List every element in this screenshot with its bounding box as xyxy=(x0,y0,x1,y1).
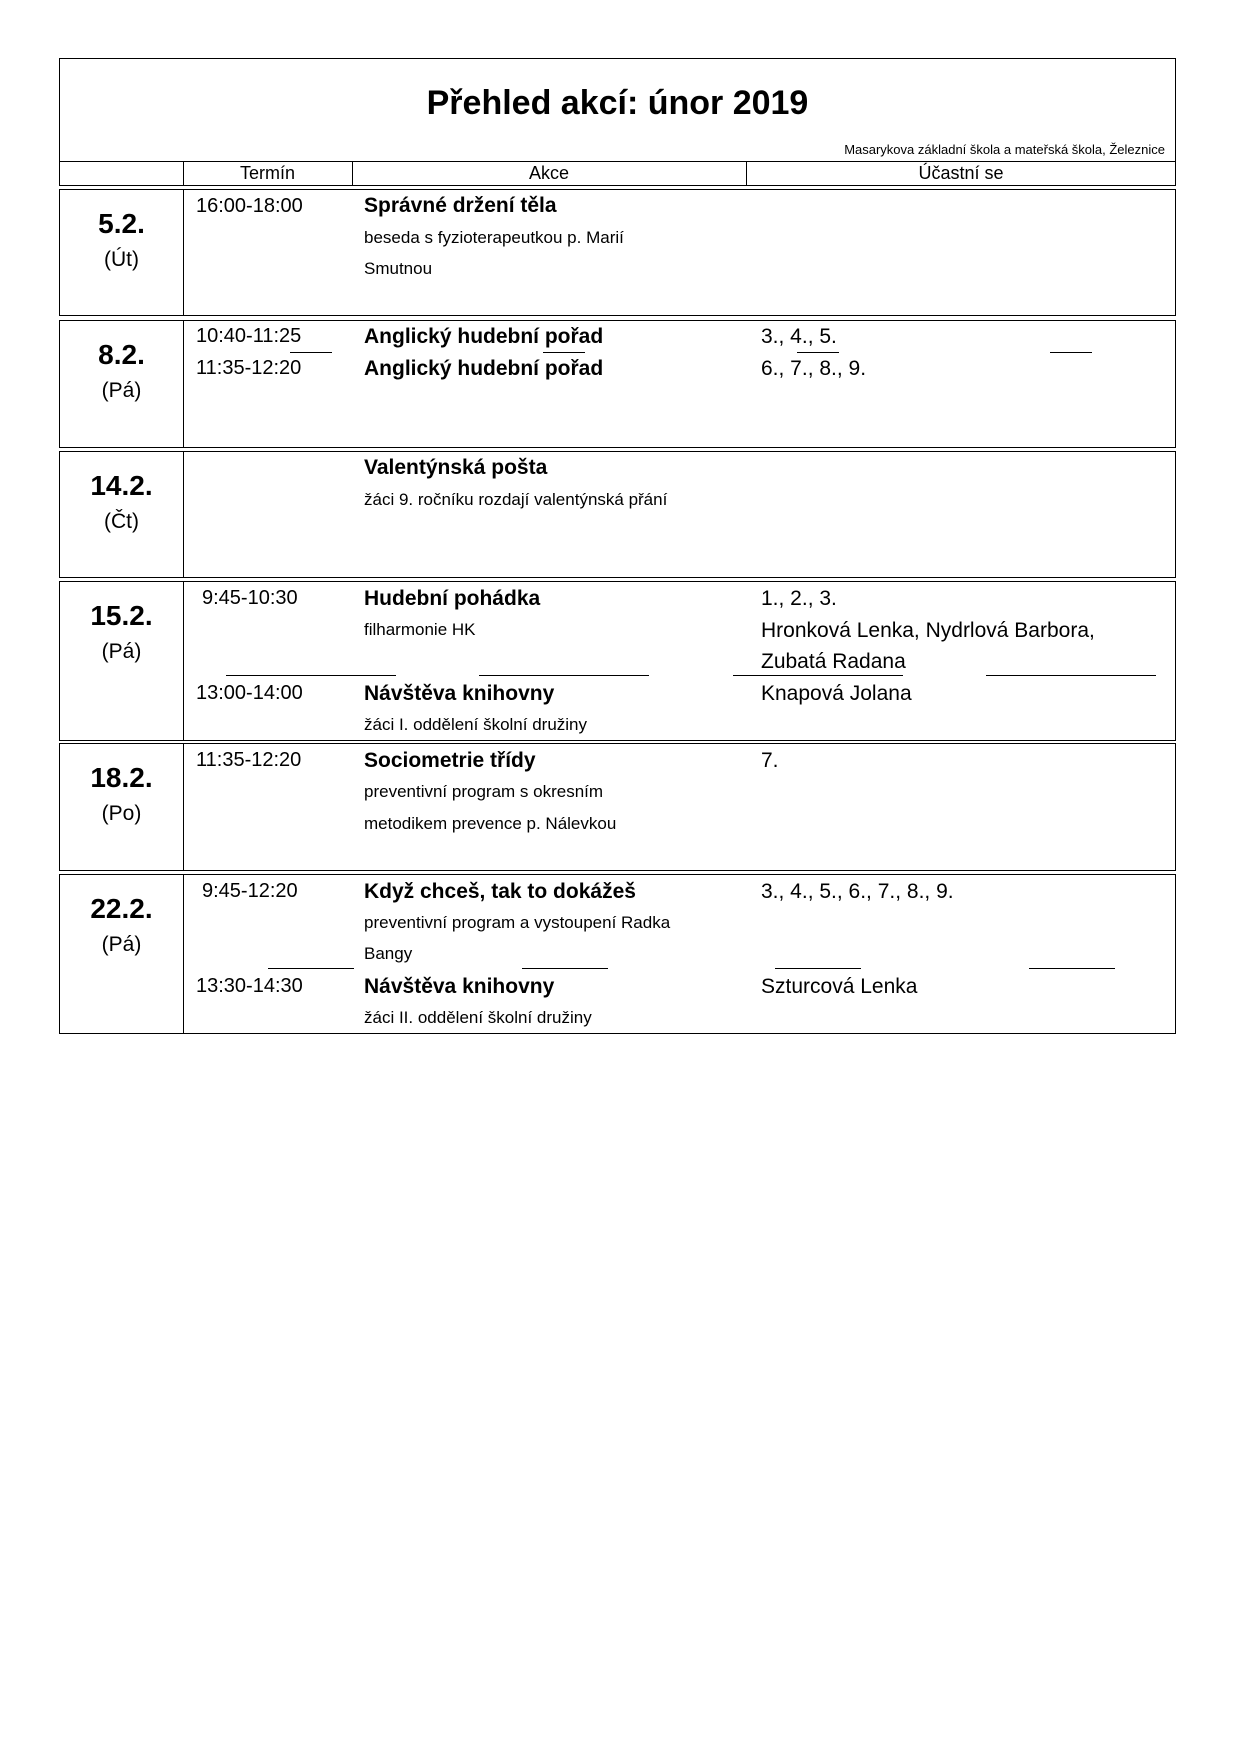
underline-mark xyxy=(1029,968,1115,969)
date-label: 5.2. xyxy=(98,208,145,239)
weekday-label: (Pá) xyxy=(101,379,142,402)
underline-mark xyxy=(733,675,903,676)
date-label: 15.2. xyxy=(90,600,153,631)
event-description: žáci I. oddělení školní družiny xyxy=(364,715,588,734)
weekday-label: (Út) xyxy=(104,248,139,271)
event-description: Smutnou xyxy=(364,259,433,278)
event-description: Bangy xyxy=(364,944,413,963)
event-description: filharmonie HK xyxy=(364,620,476,639)
event-description: žáci 9. ročníku rozdají valentýnská přání xyxy=(364,490,668,509)
event-time: 13:30-14:30 xyxy=(196,975,303,997)
participants: 1., 2., 3. xyxy=(761,587,837,610)
event-title: Hudební pohádka xyxy=(364,587,541,610)
event-title: Anglický hudební pořad xyxy=(364,357,604,380)
underline-mark xyxy=(226,675,396,676)
weekday-label: (Pá) xyxy=(101,933,142,956)
event-description: preventivní program a vystoupení Radka xyxy=(364,913,671,932)
column-header-term: Termín xyxy=(239,163,295,183)
participants: Hronková Lenka, Nydrlová Barbora, xyxy=(761,619,1095,642)
weekday-label: (Pá) xyxy=(101,640,142,663)
column-header-action: Akce xyxy=(528,163,570,183)
event-title: Anglický hudební pořad xyxy=(364,325,604,348)
event-time: 13:00-14:00 xyxy=(196,682,303,704)
event-title: Když chceš, tak to dokážeš xyxy=(364,880,636,903)
event-description: preventivní program s okresním xyxy=(364,782,604,801)
underline-mark xyxy=(797,352,839,353)
underline-mark xyxy=(522,968,608,969)
event-time: 9:45-12:20 xyxy=(202,880,298,902)
date-label: 18.2. xyxy=(90,762,153,793)
event-time: 11:35-12:20 xyxy=(196,749,302,771)
participants: Szturcová Lenka xyxy=(761,975,918,998)
underline-mark xyxy=(268,968,354,969)
event-description: metodikem prevence p. Nálevkou xyxy=(364,814,617,833)
date-label: 22.2. xyxy=(90,893,153,924)
participants: 6., 7., 8., 9. xyxy=(761,357,867,380)
date-label: 14.2. xyxy=(90,470,153,501)
participants: Zubatá Radana xyxy=(761,650,906,673)
event-title: Návštěva knihovny xyxy=(364,975,555,998)
column-header-participants: Účastní se xyxy=(918,163,1004,183)
page-title: Přehled akcí: únor 2019 xyxy=(426,84,809,122)
event-title: Valentýnská pošta xyxy=(364,456,548,479)
event-title: Sociometrie třídy xyxy=(364,749,536,772)
event-time: 11:35-12:20 xyxy=(196,357,302,379)
date-label: 8.2. xyxy=(98,339,145,370)
underline-mark xyxy=(290,352,332,353)
weekday-label: (Čt) xyxy=(104,510,139,533)
weekday-label: (Po) xyxy=(101,802,142,825)
event-title: Návštěva knihovny xyxy=(364,682,555,705)
event-description: žáci II. oddělení školní družiny xyxy=(364,1008,592,1027)
header-divider xyxy=(59,161,1176,162)
participants: Knapová Jolana xyxy=(761,682,912,705)
event-description: beseda s fyzioterapeutkou p. Marií xyxy=(364,228,624,247)
underline-mark xyxy=(543,352,585,353)
participants: 3., 4., 5., 6., 7., 8., 9. xyxy=(761,880,954,903)
underline-mark xyxy=(479,675,649,676)
underline-mark xyxy=(986,675,1156,676)
participants: 3., 4., 5. xyxy=(761,325,837,348)
day-row-14-2 xyxy=(59,451,1176,578)
event-title: Správné držení těla xyxy=(364,194,557,217)
underline-mark xyxy=(775,968,861,969)
school-name: Masarykova základní škola a mateřská škola, Železnice xyxy=(844,142,1165,157)
participants: 7. xyxy=(761,749,779,772)
event-time: 9:45-10:30 xyxy=(202,587,298,609)
event-time: 16:00-18:00 xyxy=(196,195,303,217)
underline-mark xyxy=(1050,352,1092,353)
event-time: 10:40-11:25 xyxy=(196,325,302,347)
